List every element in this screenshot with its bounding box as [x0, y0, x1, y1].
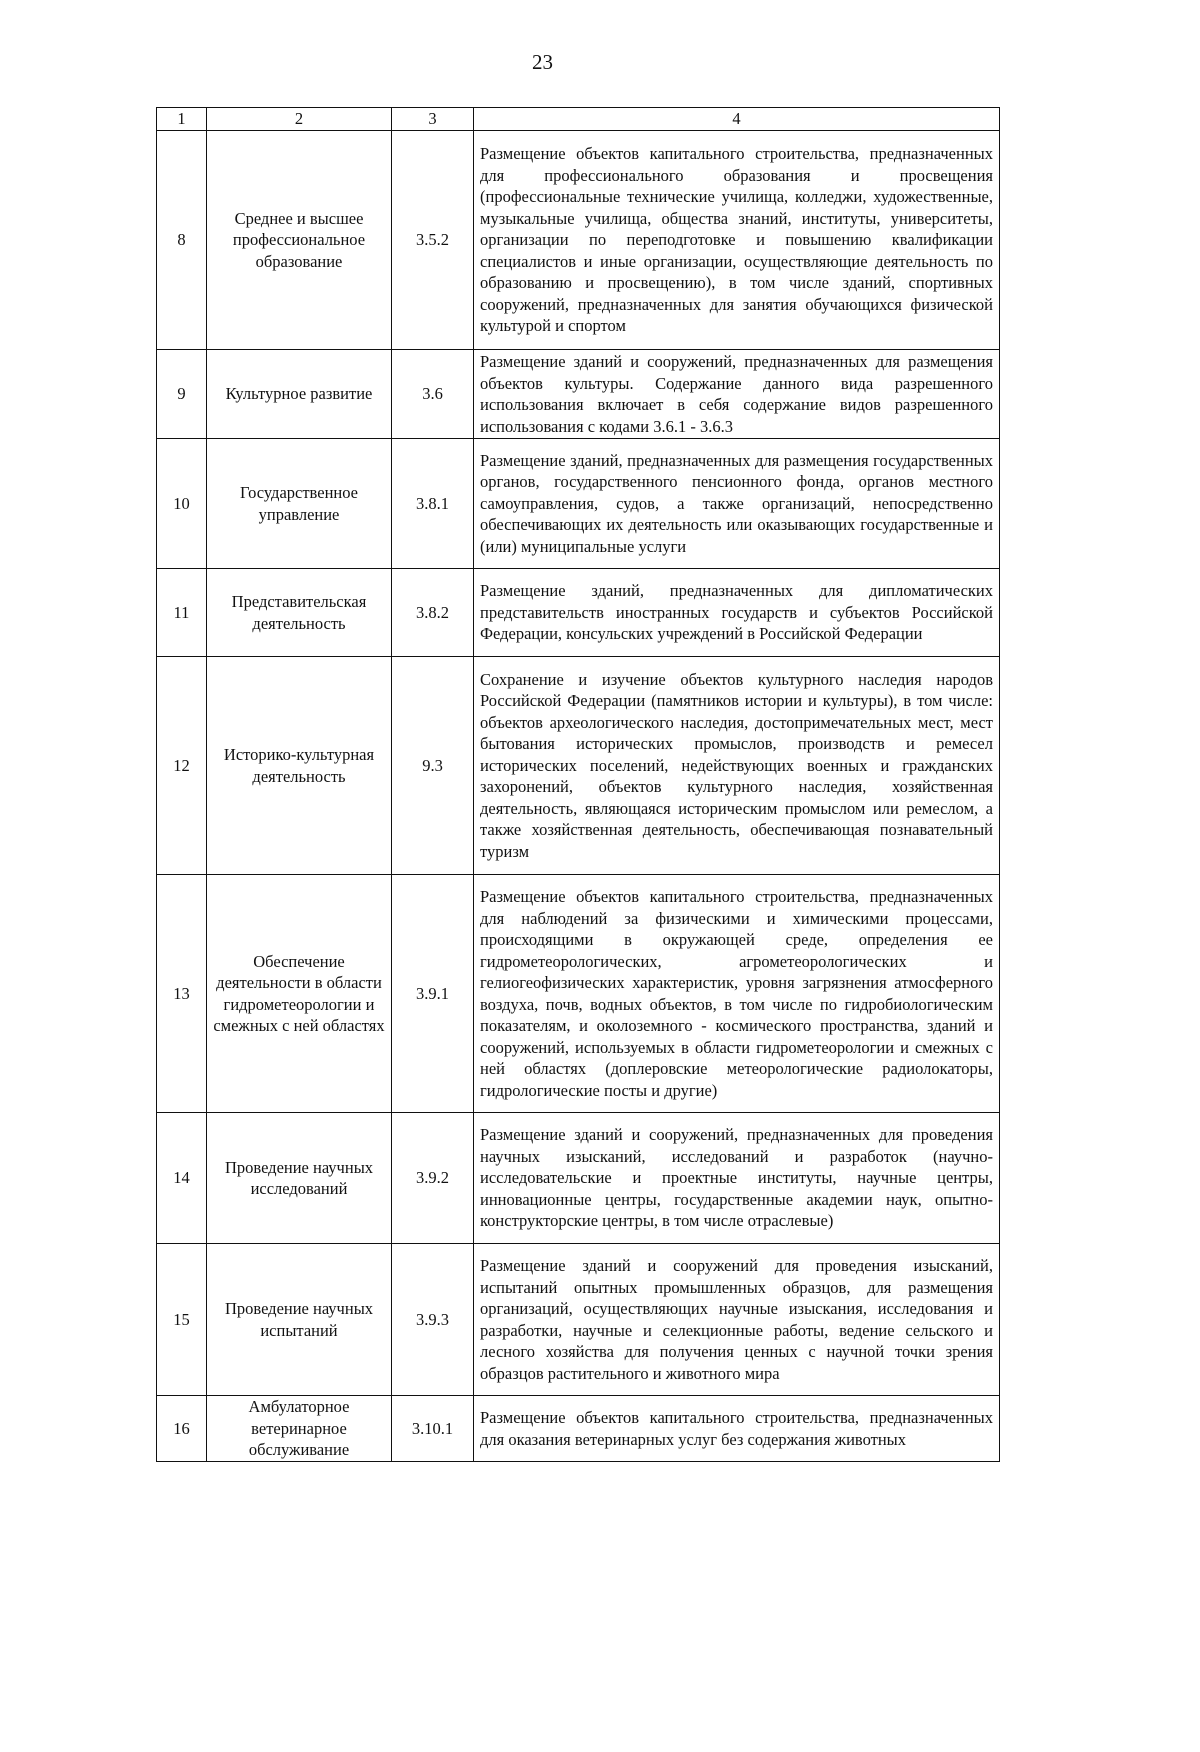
row-number: 12	[157, 657, 207, 875]
use-type-description: Размещение объектов капитального строительства, предназначенных для наблюдений за физическими и химическими процессами, происходящими в окружающей среде, определения ее гидрометеорологических, агрометеорологических и гелиогеофизических характеристик, уровня загрязнения атмосферного воздуха, почв, водных объектов, в том числе по гидробиологическим показателям, и околоземного - космического пространства, зданий и сооружений, используемых в области гидрометеорологии и смежных с ней областях (доплеровские метеорологические радиолокаторы, гидрологические посты и другие)	[474, 875, 1000, 1113]
use-type-description: Размещение зданий, предназначенных для размещения государственных органов, государственного пенсионного фонда, органов местного самоуправления, судов, а также организаций, непосредственно обеспечивающих их деятельность или оказывающих государственные и (или) муниципальные услуги	[474, 439, 1000, 569]
use-type-description: Размещение зданий и сооружений для проведения изысканий, испытаний опытных промышленных образцов, для размещения организаций, осуществляющих научные изыскания, исследования и разработки, научные и селекционные работы, ведение сельского и лесного хозяйства для получения ценных с научной точки зрения образцов растительного и животного мира	[474, 1244, 1000, 1396]
use-type-name: Государственное управление	[207, 439, 392, 569]
use-type-code: 3.5.2	[392, 131, 474, 350]
use-type-code: 9.3	[392, 657, 474, 875]
table-row	[157, 875, 1000, 1113]
table-row	[157, 657, 1000, 875]
use-type-name: Историко-культурная деятельность	[207, 657, 392, 875]
row-number: 11	[157, 569, 207, 657]
row-number: 10	[157, 439, 207, 569]
use-type-description: Размещение объектов капитального строительства, предназначенных для профессионального образования и просвещения (профессиональные технические училища, колледжи, художественные, музыкальные училища, общества знаний, институты, университеты, организации по переподготовке и повышению квалификации специалистов и иные организации, осуществляющие деятельность по образованию и просвещению), в том числе зданий, спортивных сооружений, предназначенных для занятия обучающихся физической культурой и спортом	[474, 131, 1000, 350]
use-type-name: Обеспечение деятельности в области гидрометеорологии и смежных с ней областях	[207, 875, 392, 1113]
land-use-table	[156, 107, 1000, 1462]
use-type-name: Амбулаторное ветеринарное обслуживание	[207, 1396, 392, 1462]
row-number: 9	[157, 350, 207, 439]
use-type-description: Размещение зданий, предназначенных для дипломатических представительств иностранных государств и субъектов Российской Федерации, консульских учреждений в Российской Федерации	[474, 569, 1000, 657]
header-cell-code: 3	[392, 108, 474, 131]
header-cell-name: 2	[207, 108, 392, 131]
table-row	[157, 1244, 1000, 1396]
table-header-row	[157, 108, 1000, 131]
use-type-code: 3.9.1	[392, 875, 474, 1113]
row-number: 15	[157, 1244, 207, 1396]
use-type-description: Сохранение и изучение объектов культурного наследия народов Российской Федерации (памятников истории и культуры), в том числе: объектов археологического наследия, достопримечательных мест, мест бытования исторических промыслов, производств и ремесел исторических поселений, недействующих военных и гражданских захоронений, объектов культурного наследия, хозяйственная деятельность, являющаяся историческим промыслом или ремеслом, а также хозяйственная деятельность, обеспечивающая познавательный туризм	[474, 657, 1000, 875]
header-cell-description: 4	[474, 108, 1000, 131]
table-row	[157, 439, 1000, 569]
use-type-name: Проведение научных испытаний	[207, 1244, 392, 1396]
use-type-code: 3.8.1	[392, 439, 474, 569]
header-cell-num: 1	[157, 108, 207, 131]
use-type-code: 3.9.3	[392, 1244, 474, 1396]
table-row	[157, 1113, 1000, 1244]
page-number: 23	[532, 50, 553, 74]
use-type-name: Культурное развитие	[207, 350, 392, 439]
use-type-description: Размещение зданий и сооружений, предназначенных для размещения объектов культуры. Содержание данного вида разрешенного использования включает в себя содержание видов разрешенного использования с кодами 3.6.1 - 3.6.3	[474, 350, 1000, 439]
use-type-name: Среднее и высшее профессиональное образование	[207, 131, 392, 350]
use-type-code: 3.9.2	[392, 1113, 474, 1244]
row-number: 14	[157, 1113, 207, 1244]
use-type-name: Представительская деятельность	[207, 569, 392, 657]
use-type-code: 3.10.1	[392, 1396, 474, 1462]
table-row	[157, 569, 1000, 657]
row-number: 13	[157, 875, 207, 1113]
row-number: 8	[157, 131, 207, 350]
use-type-description: Размещение объектов капитального строительства, предназначенных для оказания ветеринарных услуг без содержания животных	[474, 1396, 1000, 1462]
table-row	[157, 1396, 1000, 1462]
row-number: 16	[157, 1396, 207, 1462]
use-type-description: Размещение зданий и сооружений, предназначенных для проведения научных изысканий, исследований и разработок (научно-исследовательские и проектные институты, научные центры, инновационные центры, государственные академии наук, опытно-конструкторские центры, в том числе отраслевые)	[474, 1113, 1000, 1244]
table-row	[157, 131, 1000, 350]
use-type-code: 3.6	[392, 350, 474, 439]
table-row	[157, 350, 1000, 439]
use-type-code: 3.8.2	[392, 569, 474, 657]
use-type-name: Проведение научных исследований	[207, 1113, 392, 1244]
